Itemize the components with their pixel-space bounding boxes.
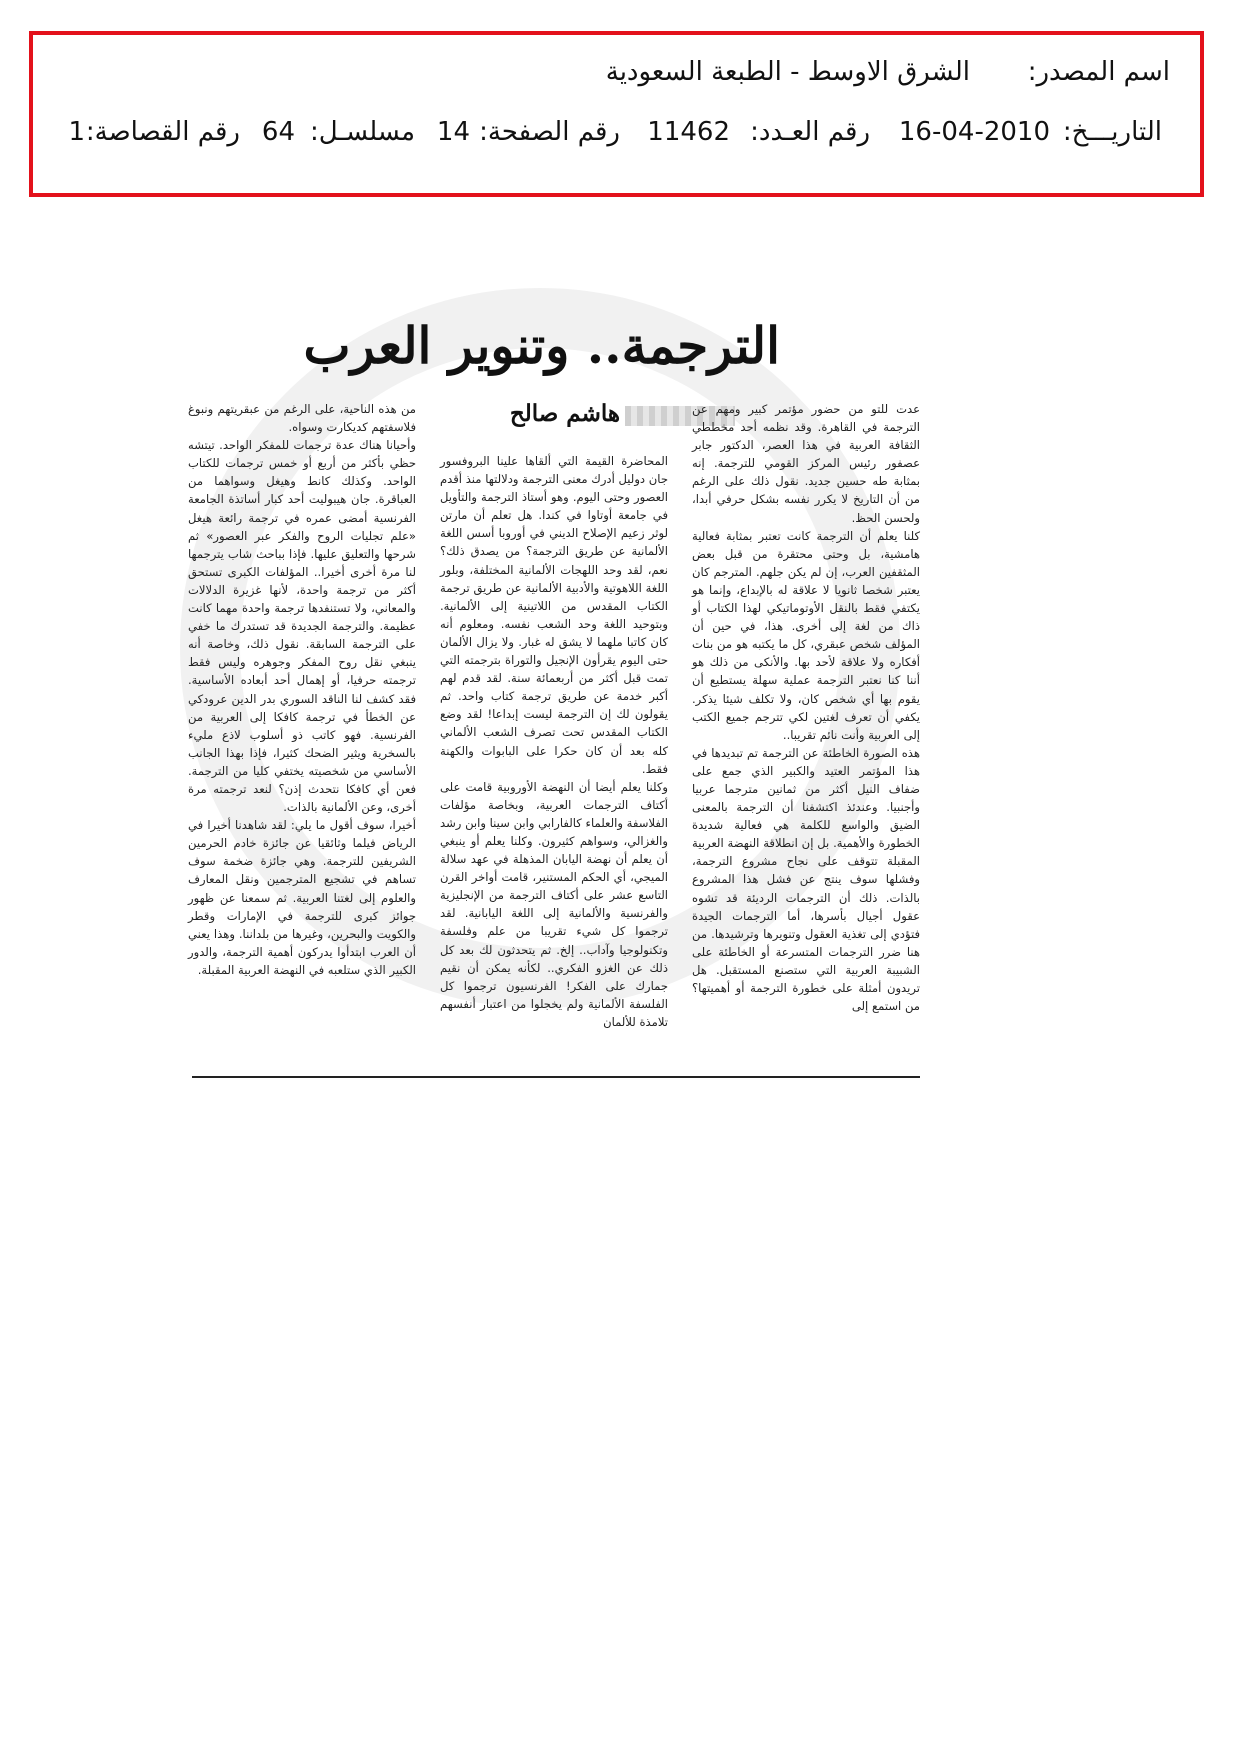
date-label: التاريـــخ:	[1062, 117, 1162, 147]
paragraph: وكلنا يعلم أيضا أن النهضة الأوروبية قامت على أكتاف الترجمات العربية، وبخاصة مؤلفات الفلاسفة والعلماء كالفارابي وابن سينا وابن رشد والغزالي، وسواهم كثيرون. وكلنا يعلم أو ينبغي أن يعلم أن نهضة اليابان المذهلة في عهد سلالة الميجي، أي الحكم المستنير، قامت أواخر القرن التاسع عشر على أكتاف الترجمة من الإنجليزية والفرنسية والألمانية إلى اللغة اليابانية. لقد ترجموا كل شيء تقريبا من علم وفلسفة وتكنولوجيا وآداب.. إلخ. ثم يتحدثون لك بعد كل ذلك عن الغزو الفكري.. لكأنه يمكن أن نقيم جمارك على الفكر! الفرنسيون ترجموا كل الفلسفة الألمانية ولم يخجلوا من اعتبار أنفسهم تلامذة للألمان	[440, 779, 668, 1029]
newspaper-clipping	[140, 288, 930, 1088]
article-byline: هاشم صالح	[509, 400, 620, 427]
source-row	[33, 57, 1200, 97]
article-headline: الترجمة.. وتنوير العرب	[303, 316, 780, 375]
meta-row	[33, 117, 1200, 157]
paragraph: هذه الصورة الخاطئة عن الترجمة تم تبديدها في هذا المؤتمر العتيد والكبير الذي جمع على ضفاف النيل أكثر من ثمانين مترجما عربيا وأجنبيا. وعندئذ اكتشفنا أن الترجمة بالمعنى الضيق والواسع للكلمة هي فعالية شديدة الخطورة والأهمية. بل إن انطلاقة النهضة العربية المقبلة تتوقف على نجاح مشروع الترجمة، وفشلها سوف ينتج عن فشل هذا المشروع بالذات. ذلك أن الترجمات الرديئة قد تشوه عقول أجيال بأسرها، أما الترجمات الجيدة فتؤدي إلى تغذية العقول وتنويرها وترشيدها. من هنا ضرر الترجمات المتسرعة أو الخاطئة على الشبيبة العربية التي ستصنع المستقبل. هل تريدون أمثلة على خطورة الترجمة أو أهميتها؟ من استمع إلى	[692, 745, 920, 1014]
clipping-header-box	[29, 31, 1204, 197]
page-value: 14	[436, 117, 470, 147]
issue-value: 11462	[647, 117, 730, 147]
issue-label: رقم العـدد:	[750, 117, 870, 147]
article-column-3	[188, 400, 416, 979]
paragraph: من هذه الناحية، على الرغم من عبقريتهم ونبوغ فلاسفتهم كديكارت وسواه.	[188, 402, 416, 435]
paragraph: أخيرا، سوف أقول ما يلي: لقد شاهدنا أخيرا في الرياض فيلما وثائقيا عن جائزة خادم الحرمين الشريفين للترجمة. وهي جائزة ضخمة سوف تساهم في تشجيع المترجمين ونقل المعارف والعلوم إلى لغتنا العربية. ثم سمعنا عن ظهور جوائز كبرى للترجمة في الإمارات وقطر والكويت والبحرين، وغيرها من بلداننا. وهذا يعني أن العرب ابتدأوا يدركون أهمية الترجمة، والدور الكبير الذي ستلعبه في النهضة العربية المقبلة.	[188, 818, 416, 977]
paragraph: المحاضرة القيمة التي ألقاها علينا البروفسور جان دوليل أدرك معنى الترجمة ودلالتها منذ أقدم العصور وحتى اليوم. وهو أستاذ الترجمة والتأويل في جامعة أوتاوا في كندا. هل تعلم أن مارتن لوثر زعيم الإصلاح الديني في أوروبا أسس اللغة الألمانية عن طريق الترجمة؟ من يصدق ذلك؟ نعم، لقد وحد اللهجات الألمانية المختلفة، وبلور اللغة اللاهوتية والأدبية الألمانية عن طريق ترجمة الكتاب المقدس من اللاتينية إلى الألمانية. وبتوحيد اللغة وحد الشعب نفسه. ومعلوم أنه كان كاتبا ملهما لا يشق له غبار. ولا يزال الألمان حتى اليوم يقرأون الإنجيل والتوراة بترجمته التي تمت قبل أكثر من أربعمائة سنة. لقد قدم لهم أكبر خدمة عن طريق ترجمة كتاب واحد. ثم يقولون لك إن الترجمة ليست إبداعا! لقد وضع الكتاب المقدس تحت تصرف الشعب الألماني كله بعد أن كان حكرا على البابوات والكهنة فقط.	[440, 454, 668, 776]
paragraph: كلنا يعلم أن الترجمة كانت تعتبر بمثابة فعالية هامشية، بل وحتى محتقرة من قبل بعض المثقفين العرب، إن لم يكن جلهم. المترجم كان يعتبر شخصا ثانويا لا علاقة له بالإبداع، وإنما هو يكتفي فقط بالنقل الأوتوماتيكي لهذا الكتاب أو ذاك من لغة إلى أخرى. هذا، في حين أن المؤلف شخص عبقري، كل ما يكتبه هو من بنات أفكاره ولا علاقة لأحد بها. والأنكى من ذلك هو أننا كنا نعتبر الترجمة عملية سهلة يستطيع أن يقوم بها أي شخص كان، ولا تكلف شيئا يذكر. يكفي أن تعرف لغتين لكي تترجم جميع الكتب إلى العربية وأنت نائم تقريبا..	[692, 528, 920, 742]
paragraph: عدت للتو من حضور مؤتمر كبير ومهم عن الترجمة في القاهرة. وقد نظمه أحد مخططي الثقافة العربية في هذا العصر، الدكتور جابر عصفور رئيس المركز القومي للترجمة. إنه بمثابة طه حسين جديد. نقول ذلك على الرغم من أن التاريخ لا يكرر نفسه بشكل حرفي أبدا، ولحسن الحظ.	[692, 402, 920, 525]
source-value: الشرق الاوسط - الطبعة السعودية	[605, 57, 970, 87]
clip-number-value: 1	[68, 117, 85, 147]
article-column-1	[692, 400, 920, 1015]
bottom-rule	[192, 1076, 920, 1078]
paragraph: وأحيانا هناك عدة ترجمات للمفكر الواحد. تيتشه حظي بأكثر من أربع أو خمس ترجمات للكتاب الواحد. وكذلك كانط وهيغل وسواهما من العباقرة. جان هيبوليت أحد كبار أساتذة الجامعة الفرنسية أمضى عمره في ترجمة رائعة هيغل «علم تجليات الروح والفكر عبر العصور» ثم شرحها والتعليق عليها. فإذا بباحث شاب يترجمها لنا مرة أخرى أخيرا.. المؤلفات الكبرى تستحق أكثر من ترجمة واحدة، لأنها غزيرة الدلالات والمعاني، ولا تستنفدها ترجمة واحدة مهما كانت عظيمة. والترجمة الجديدة قد تستدرك ما خفي على الترجمة السابقة. نقول ذلك، وخاصة أنه ينبغي نقل روح المفكر وجوهره وليس فقط ترجمته حرفيا، أو إهمال أحد أبعاده الأساسية. فقد كشف لنا الناقد السوري بدر الدين عرودكي عن الخطأ في ترجمة كافكا إلى العربية من الفرنسية. فهو كاتب ذو أسلوب لاذع مليء بالسخرية ويثير الضحك كثيرا، فإذا بهذا الجانب الأساسي من شخصيته يختفي كليا من الترجمة. فعن أي كافكا نتحدث إذن؟ لنعد ترجمته مرة أخرى، وعن الألمانية بالذات.	[188, 438, 416, 815]
serial-label: مسلسـل:	[310, 117, 415, 147]
source-label: اسم المصدر:	[1027, 57, 1170, 87]
page-label: رقم الصفحة:	[479, 117, 620, 147]
clip-number-label: رقم القصاصة:	[85, 117, 240, 147]
date-value: 16-04-2010	[898, 117, 1050, 147]
article-column-2	[440, 452, 668, 1031]
serial-value: 64	[261, 117, 295, 147]
